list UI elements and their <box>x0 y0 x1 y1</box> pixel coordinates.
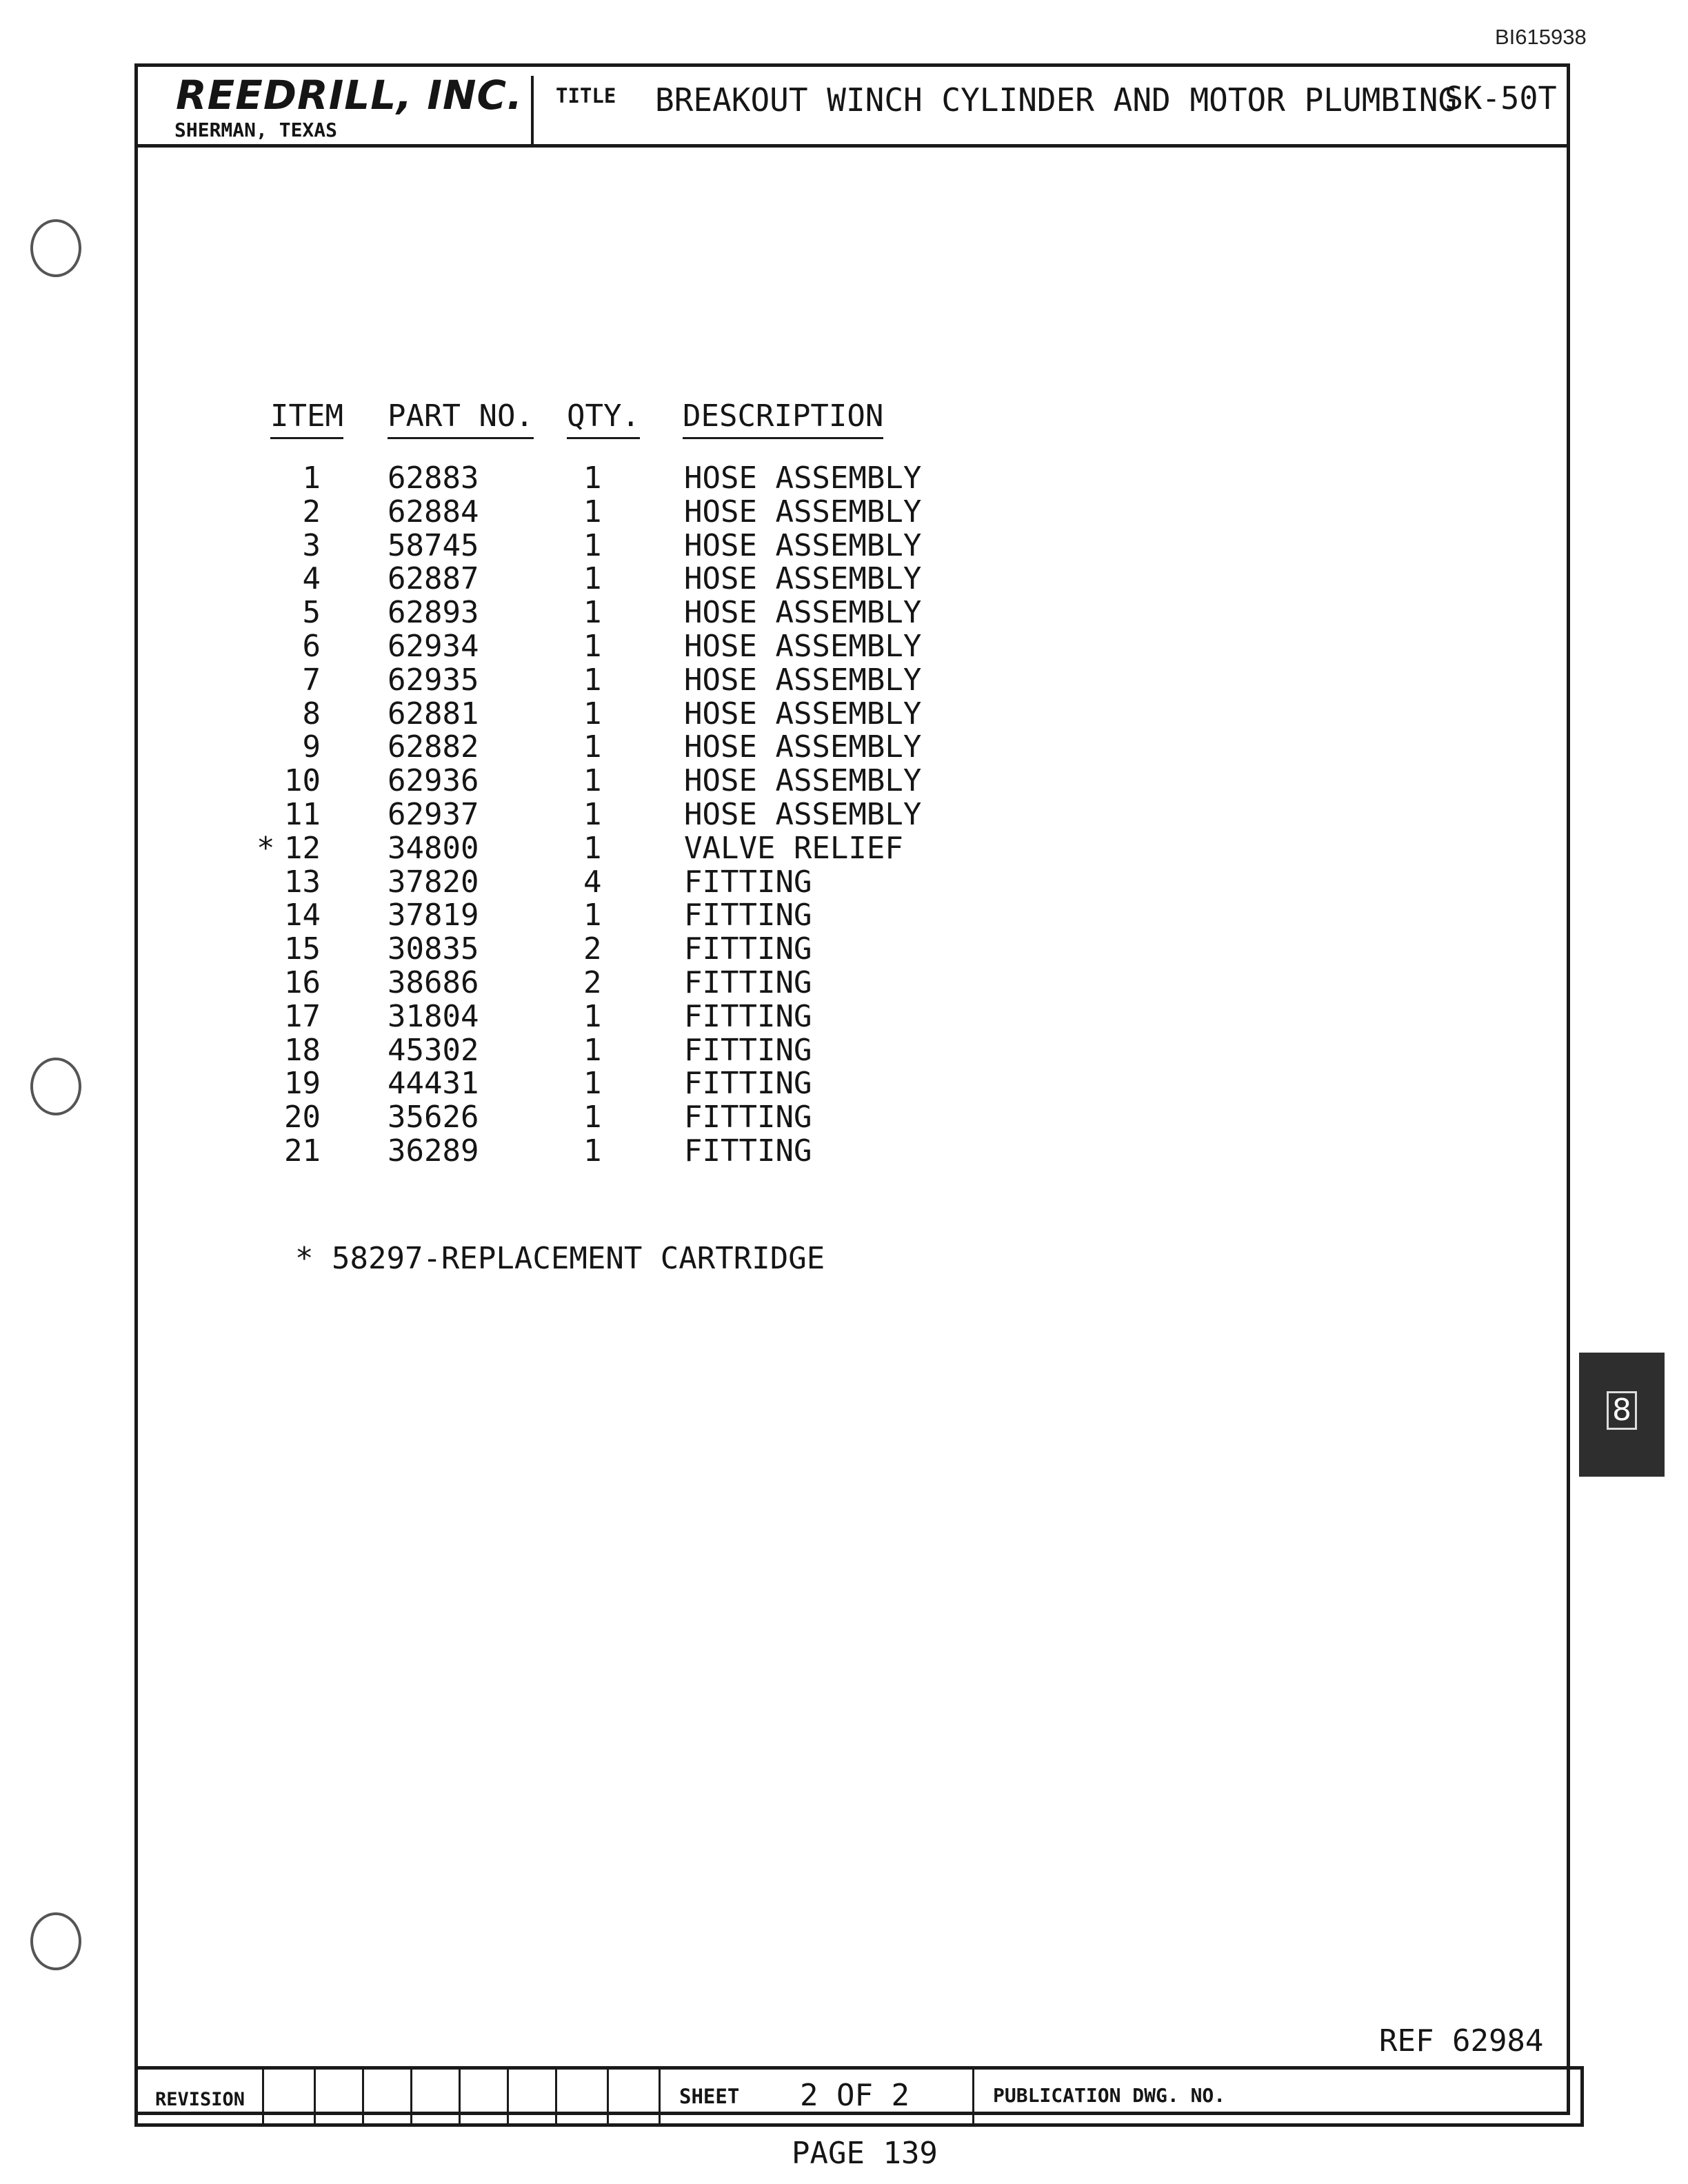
part-number: 35626 <box>388 1100 479 1135</box>
table-row <box>0 596 965 630</box>
quantity: 1 <box>583 796 602 832</box>
item-number: 13 <box>284 864 321 900</box>
table-row <box>0 765 965 798</box>
revision-cell-divider <box>262 2068 264 2125</box>
revision-cell-divider <box>314 2068 316 2125</box>
quantity: 4 <box>583 864 602 900</box>
table-row <box>0 664 965 698</box>
item-number: 12 <box>284 830 321 866</box>
description: HOSE ASSEMBLY <box>684 729 922 765</box>
document-id: BI615938 <box>1495 25 1587 49</box>
description: HOSE ASSEMBLY <box>684 494 922 529</box>
description: HOSE ASSEMBLY <box>684 461 922 496</box>
quantity: 1 <box>583 595 602 631</box>
section-tab-number: 8 <box>1607 1391 1637 1430</box>
reference-number: REF 62984 <box>1379 2023 1544 2059</box>
drawing-number: SK-50T <box>1445 80 1557 117</box>
item-mark: * <box>257 830 275 866</box>
part-number: 62887 <box>388 561 479 597</box>
item-number: 2 <box>302 494 321 529</box>
binder-hole <box>30 1912 81 1970</box>
item-number: 21 <box>284 1133 321 1169</box>
drawing-title: BREAKOUT WINCH CYLINDER AND MOTOR PLUMBING <box>655 81 1458 119</box>
description: HOSE ASSEMBLY <box>684 696 922 731</box>
column-header-qty: QTY. <box>567 398 640 439</box>
part-number: 58745 <box>388 527 479 563</box>
part-number: 44431 <box>388 1066 479 1102</box>
company-name: REEDRILL, INC. <box>176 72 523 119</box>
table-row <box>0 731 965 765</box>
quantity: 1 <box>583 1133 602 1169</box>
revision-cell-divider <box>410 2068 412 2125</box>
quantity: 1 <box>583 1032 602 1068</box>
quantity: 1 <box>583 628 602 664</box>
part-number: 62934 <box>388 628 479 664</box>
table-row <box>0 698 965 731</box>
title-block-divider <box>531 76 534 148</box>
item-number: 4 <box>302 561 321 597</box>
part-number: 62935 <box>388 662 479 698</box>
part-number: 62884 <box>388 494 479 529</box>
item-number: 5 <box>302 595 321 631</box>
part-number: 30835 <box>388 931 479 967</box>
description: HOSE ASSEMBLY <box>684 561 922 597</box>
item-number: 15 <box>284 931 321 967</box>
description: FITTING <box>684 864 812 900</box>
part-number: 31804 <box>388 998 479 1034</box>
description: HOSE ASSEMBLY <box>684 796 922 832</box>
revision-cell-divider <box>507 2068 509 2125</box>
table-row <box>0 866 965 900</box>
revision-cell-divider <box>459 2068 461 2125</box>
revision-cell-divider <box>659 2068 661 2125</box>
item-number: 20 <box>284 1100 321 1135</box>
table-row <box>0 1135 965 1169</box>
part-number: 34800 <box>388 830 479 866</box>
column-header-item: ITEM <box>270 398 343 439</box>
quantity: 1 <box>583 830 602 866</box>
quantity: 1 <box>583 461 602 496</box>
revision-cell-divider <box>972 2068 974 2125</box>
description: FITTING <box>684 1133 812 1169</box>
company-location: SHERMAN, TEXAS <box>174 119 338 141</box>
page-number: PAGE 139 <box>792 2136 938 2171</box>
table-row <box>0 798 965 832</box>
part-number: 37819 <box>388 898 479 933</box>
description: VALVE RELIEF <box>684 830 903 866</box>
description: FITTING <box>684 964 812 1000</box>
binder-hole <box>30 219 81 277</box>
item-number: 14 <box>284 898 321 933</box>
item-number: 16 <box>284 964 321 1000</box>
sheet-label: SHEET <box>679 2085 740 2108</box>
description: FITTING <box>684 1066 812 1102</box>
description: FITTING <box>684 1100 812 1135</box>
title-label: TITLE <box>556 84 616 108</box>
item-number: 8 <box>302 696 321 731</box>
part-number: 37820 <box>388 864 479 900</box>
part-number: 38686 <box>388 964 479 1000</box>
part-number: 62893 <box>388 595 479 631</box>
description: HOSE ASSEMBLY <box>684 763 922 799</box>
table-row <box>0 933 965 967</box>
item-number: 10 <box>284 763 321 799</box>
part-number: 45302 <box>388 1032 479 1068</box>
item-number: 18 <box>284 1032 321 1068</box>
part-number: 62883 <box>388 461 479 496</box>
footnote: * 58297-REPLACEMENT CARTRIDGE <box>295 1241 825 1276</box>
quantity: 1 <box>583 494 602 529</box>
description: FITTING <box>684 1032 812 1068</box>
column-header-part-no: PART NO. <box>388 398 534 439</box>
item-number: 19 <box>284 1066 321 1102</box>
column-header-description: DESCRIPTION <box>683 398 883 439</box>
quantity: 1 <box>583 763 602 799</box>
item-number: 7 <box>302 662 321 698</box>
quantity: 1 <box>583 561 602 597</box>
table-row <box>0 563 965 596</box>
quantity: 1 <box>583 1100 602 1135</box>
quantity: 1 <box>583 662 602 698</box>
quantity: 1 <box>583 898 602 933</box>
description: FITTING <box>684 931 812 967</box>
item-number: 3 <box>302 527 321 563</box>
description: FITTING <box>684 898 812 933</box>
quantity: 1 <box>583 998 602 1034</box>
item-number: 17 <box>284 998 321 1034</box>
quantity: 1 <box>583 696 602 731</box>
description: HOSE ASSEMBLY <box>684 595 922 631</box>
item-number: 11 <box>284 796 321 832</box>
table-row <box>0 462 965 496</box>
part-number: 62937 <box>388 796 479 832</box>
part-number: 62881 <box>388 696 479 731</box>
table-row <box>0 964 965 1000</box>
quantity: 2 <box>583 964 602 1000</box>
parts-list <box>0 462 965 1169</box>
part-number: 36289 <box>388 1133 479 1169</box>
item-number: 1 <box>302 461 321 496</box>
revision-cell-divider <box>362 2068 364 2125</box>
table-row <box>0 1000 965 1034</box>
description: HOSE ASSEMBLY <box>684 527 922 563</box>
revision-label: REVISION <box>155 2089 245 2110</box>
table-row <box>0 1101 965 1135</box>
table-row <box>0 529 965 563</box>
quantity: 1 <box>583 527 602 563</box>
table-row <box>0 630 965 664</box>
publication-dwg-label: PUBLICATION DWG. NO. <box>993 2084 1226 2107</box>
description: HOSE ASSEMBLY <box>684 628 922 664</box>
part-number: 62882 <box>388 729 479 765</box>
description: HOSE ASSEMBLY <box>684 662 922 698</box>
table-row <box>0 1034 965 1068</box>
quantity: 1 <box>583 729 602 765</box>
sheet-value: 2 OF 2 <box>800 2078 910 2113</box>
table-row <box>0 899 965 933</box>
revision-cell-divider <box>607 2068 609 2125</box>
item-number: 9 <box>302 729 321 765</box>
revision-cell-divider <box>555 2068 557 2125</box>
part-number: 62936 <box>388 763 479 799</box>
quantity: 1 <box>583 1066 602 1102</box>
description: FITTING <box>684 998 812 1034</box>
item-number: 6 <box>302 628 321 664</box>
table-row <box>0 496 965 529</box>
table-row <box>0 832 965 866</box>
table-row <box>0 1067 965 1101</box>
quantity: 2 <box>583 931 602 967</box>
